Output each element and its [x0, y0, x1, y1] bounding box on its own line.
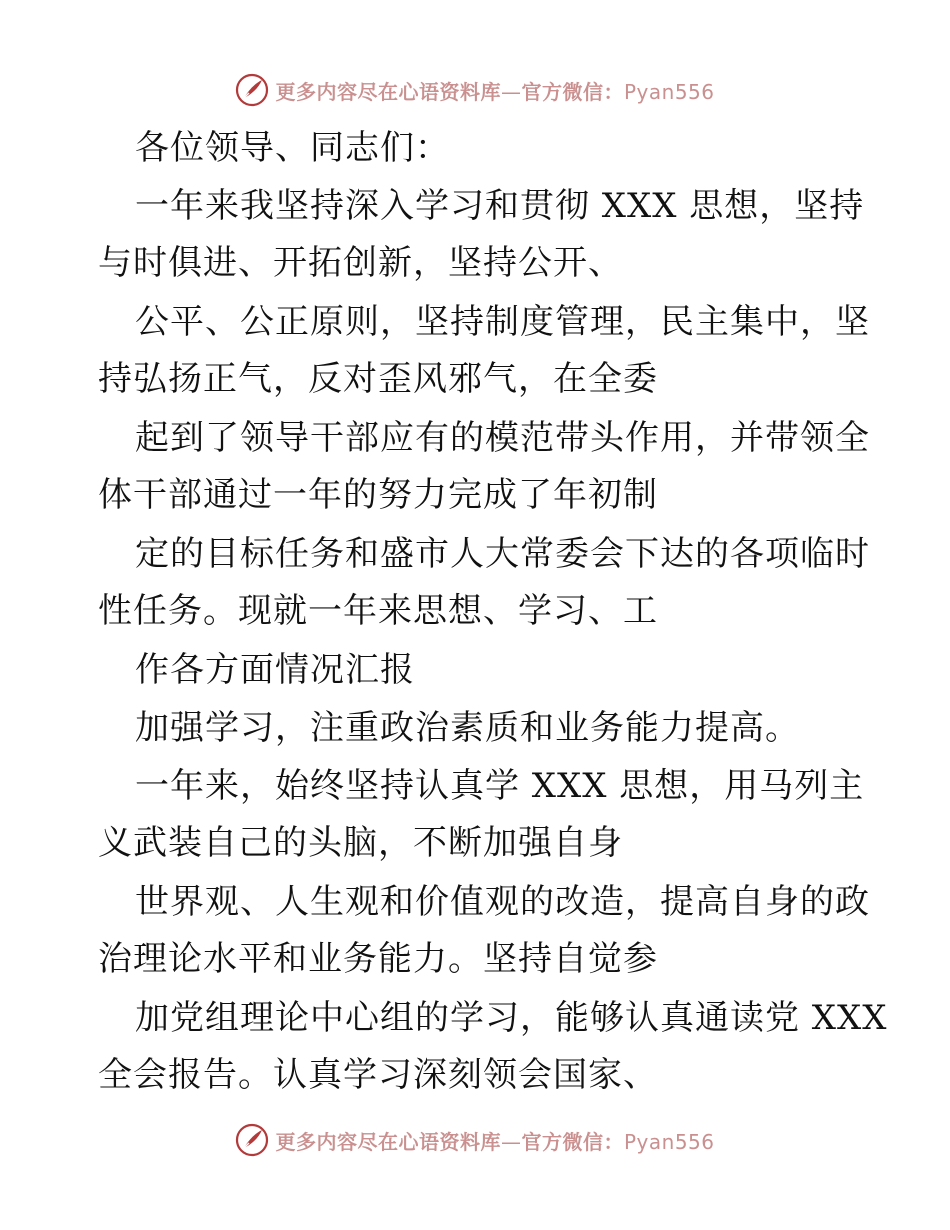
footer-watermark: [0, 1120, 950, 1160]
quill-pen-logo-icon: [235, 1123, 269, 1157]
paragraph-line: 治理论水平和业务能力。坚持自觉参: [98, 939, 658, 979]
watermark-main-text: 更多内容尽在心语资料库: [275, 1129, 501, 1154]
watermark-main-text: 更多内容尽在心语资料库: [275, 79, 501, 104]
paragraph-line: 全会报告。认真学习深刻领会国家、: [98, 1055, 658, 1095]
paragraph-line: 性任务。现就一年来思想、学习、工: [98, 591, 658, 631]
paragraph-line: 公平、公正原则，坚持制度管理，民主集中，坚: [135, 302, 870, 342]
paragraph-line: 一年来我坚持深入学习和贯彻 XXX 思想，坚持: [135, 186, 865, 226]
salutation: 各位领导、同志们：: [135, 128, 450, 168]
paragraph-line: 起到了领导干部应有的模范带头作用，并带领全: [135, 418, 870, 458]
paragraph-line: 持弘扬正气，反对歪风邪气，在全委: [98, 359, 658, 399]
paragraph-line: 与时俱进、开拓创新，坚持公开、: [98, 243, 623, 283]
paragraph-line: 定的目标任务和盛市人大常委会下达的各项临时: [135, 534, 870, 574]
watermark-handle: Pyan556: [623, 1129, 715, 1154]
paragraph-line: 体干部通过一年的努力完成了年初制: [98, 475, 658, 515]
quill-pen-logo-icon: [235, 73, 269, 107]
watermark-official-label: 官方微信：: [521, 79, 624, 104]
paragraph-line: 加党组理论中心组的学习，能够认真通读党 XXX: [135, 998, 888, 1038]
paragraph-line: 一年来，始终坚持认真学 XXX 思想，用马列主: [135, 766, 865, 806]
section-heading: 加强学习，注重政治素质和业务能力提高。: [135, 708, 800, 748]
paragraph-line: 世界观、人生观和价值观的改造，提高自身的政: [135, 882, 870, 922]
paragraph-line: 作各方面情况汇报: [135, 650, 415, 690]
watermark-handle: Pyan556: [623, 79, 715, 104]
paragraph-line: 义武装自己的头脑，不断加强自身: [98, 823, 623, 863]
watermark-separator: —: [500, 1129, 522, 1154]
watermark-official-label: 官方微信：: [521, 1129, 624, 1154]
header-watermark: [0, 70, 950, 110]
watermark-separator: —: [500, 79, 522, 104]
